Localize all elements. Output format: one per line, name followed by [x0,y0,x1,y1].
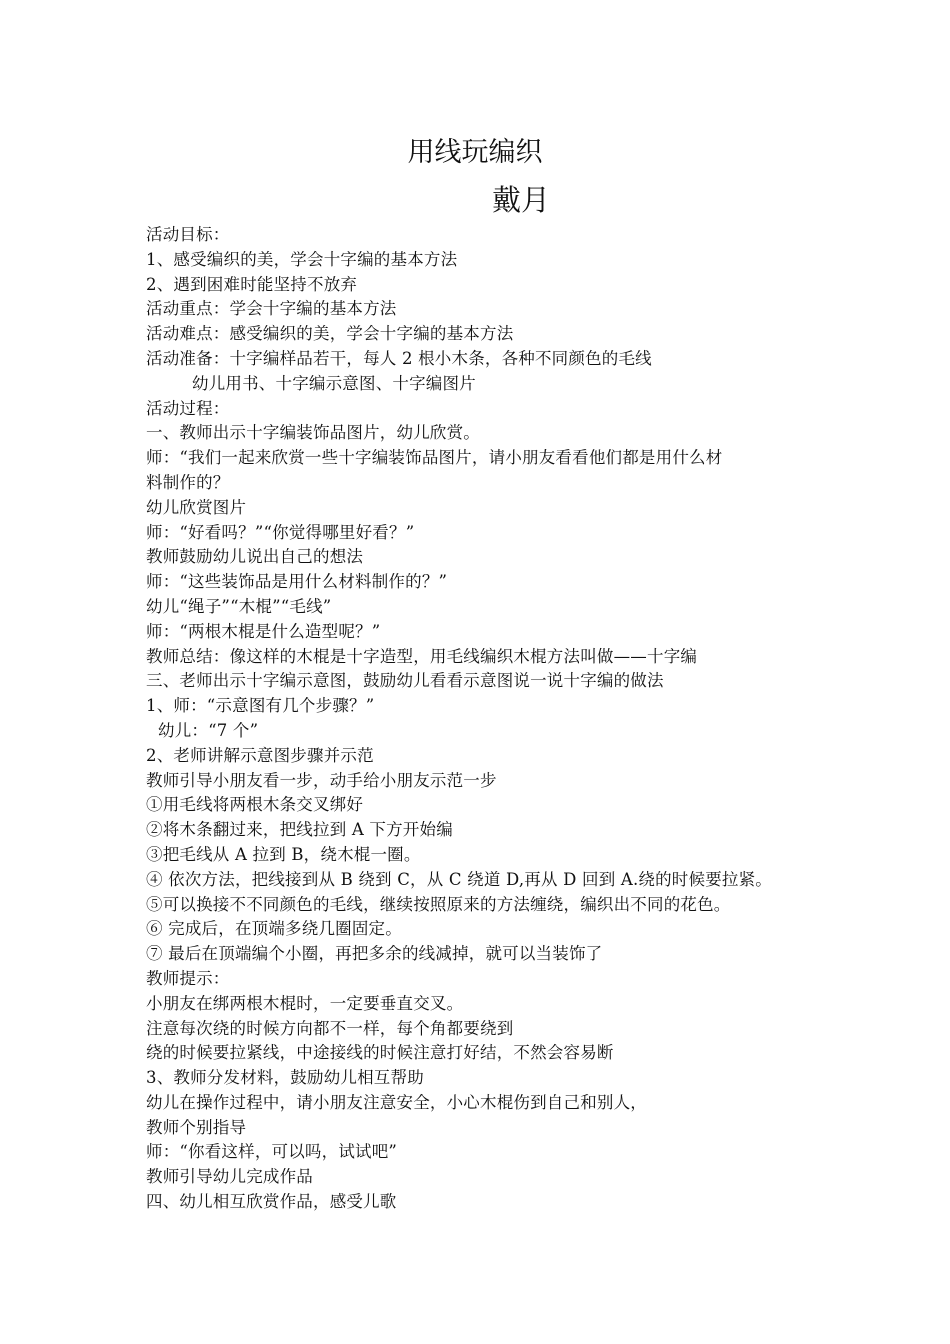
text-line: 料制作的？ [146,472,230,492]
document-author: 戴月 [491,183,550,217]
text-line: 幼儿：“7 个” [158,720,259,740]
text-line: 活动重点：学会十字编的基本方法 [146,299,397,319]
text-line: 2、遇到困难时能坚持不放弃 [146,274,358,294]
text-line: ⑥ 完成后，在顶端多绕几圈固定。 [146,919,402,939]
document-body [146,223,826,1215]
text-line: 幼儿用书、十字编示意图、十字编图片 [192,373,476,393]
text-line: 2、老师讲解示意图步骤并示范 [146,745,374,765]
text-line: 注意每次绕的时候方向都不一样，每个角都要绕到 [146,1018,514,1038]
text-line: 师：“两根木棍是什么造型呢？” [146,621,381,641]
text-line: 幼儿欣赏图片 [146,497,247,517]
text-line: 活动难点：感受编织的美，学会十字编的基本方法 [146,324,514,344]
text-line: 绕的时候要拉紧线，中途接线的时候注意打好结，不然会容易断 [146,1043,614,1063]
text-line: 一、教师出示十字编装饰品图片，幼儿欣赏。 [146,423,480,443]
text-line: ③把毛线从 A 拉到 B，绕木棍一圈。 [146,844,421,864]
text-line: 小朋友在绑两根木棍时，一定要垂直交叉。 [146,993,464,1013]
text-line: ②将木条翻过来，把线拉到 A 下方开始编 [146,820,453,840]
text-line: 教师个别指导 [146,1117,247,1137]
text-line: 活动准备：十字编样品若干，每人 2 根小木条，各种不同颜色的毛线 [146,348,652,368]
text-line: 师：“好看吗？”“你觉得哪里好看？” [146,522,415,542]
text-line: 四、幼儿相互欣赏作品，感受儿歌 [146,1192,397,1212]
text-line: 教师总结：像这样的木棍是十字造型，用毛线编织木棍方法叫做——十字编 [146,646,698,666]
text-line: ④ 依次方法，把线接到从 B 绕到 C，从 C 绕道 D,再从 D 回到 A.绕的时候要拉紧。 [146,869,772,889]
text-line: 教师引导小朋友看一步，动手给小朋友示范一步 [146,770,497,790]
text-line: 1、感受编织的美，学会十字编的基本方法 [146,249,458,269]
text-line: 师：“我们一起来欣赏一些十字编装饰品图片，请小朋友看看他们都是用什么材 [146,448,723,468]
text-line: 师：“这些装饰品是用什么材料制作的？” [146,572,448,592]
text-line: 幼儿在操作过程中，请小朋友注意安全，小心木棍伤到自己和别人， [146,1092,647,1112]
text-line: 幼儿“绳子”“木棍”“毛线” [146,596,332,616]
text-line: 师：“你看这样，可以吗，试试吧” [146,1142,398,1162]
document-title: 用线玩编织 [407,137,543,168]
text-line: 活动过程： [146,398,230,418]
text-line: ①用毛线将两根木条交叉绑好 [146,795,364,815]
text-line: 1、师：“示意图有几个步骤？” [146,696,375,716]
text-line: 教师鼓励幼儿说出自己的想法 [146,547,364,567]
text-line: 3、教师分发材料，鼓励幼儿相互帮助 [146,1068,424,1088]
text-line: 教师引导幼儿完成作品 [146,1167,313,1187]
text-line: ⑤可以换接不不同颜色的毛线，继续按照原来的方法缠绕，编织出不同的花色。 [146,894,731,914]
text-line: 活动目标： [146,225,230,244]
text-line: 三、老师出示十字编示意图，鼓励幼儿看看示意图说一说十字编的做法 [146,671,664,691]
text-line: ⑦ 最后在顶端编个小圈，再把多余的线减掉，就可以当装饰了 [146,944,603,964]
text-line: 教师提示： [146,968,230,988]
